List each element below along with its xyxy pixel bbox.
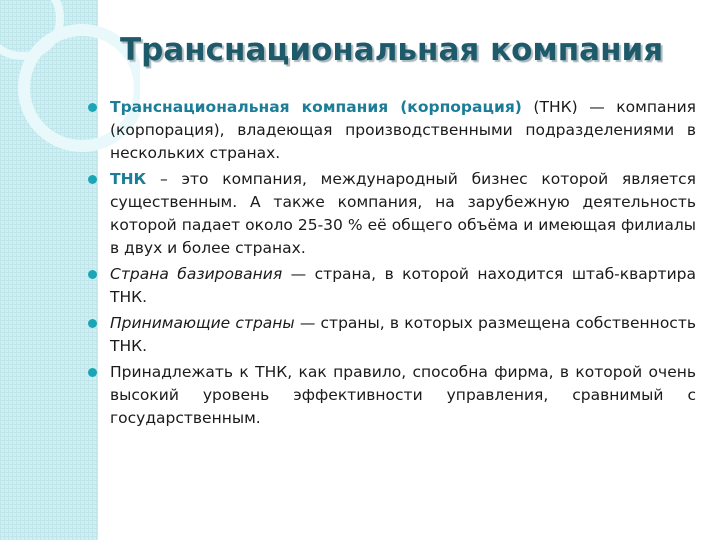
term-label: Транснациональная компания (корпорация) [110, 98, 522, 116]
slide-title: Транснациональная компания [120, 32, 664, 68]
term-label: ТНК [110, 170, 147, 188]
item-text: – это компания, международный бизнес которой является существенным. А также компания, на зарубежную деятельность которой падает около 25-30 % её общего объёма и имеющая филиалы в двух и более странах. [110, 170, 696, 257]
bullet-icon [88, 270, 97, 279]
term-label: Страна базирования [110, 265, 283, 283]
term-label: Принимающие страны [110, 314, 295, 332]
bullet-icon [88, 368, 97, 377]
item-text: (ТНК) — компания (корпорация), владеющая производственными подразделениями в нескольких странах. [110, 98, 696, 162]
bullet-icon [88, 175, 97, 184]
bullet-item-home-country [88, 263, 696, 309]
slide-content [88, 96, 696, 433]
bullet-item-tnk-definition [88, 96, 696, 165]
item-text: Принадлежать к ТНК, как правило, способна фирма, в которой очень высокий уровень эффективности управления, сравнимый с государственным. [110, 363, 696, 427]
bullet-icon [88, 319, 97, 328]
item-text: — страна, в которой находится штаб-квартира ТНК. [110, 265, 696, 306]
bullet-item-tnk-description [88, 168, 696, 260]
bullet-item-eligibility [88, 361, 696, 430]
item-text: — страны, в которых размещена собственность ТНК. [110, 314, 696, 355]
bullet-item-host-countries [88, 312, 696, 358]
bullet-icon [88, 103, 97, 112]
